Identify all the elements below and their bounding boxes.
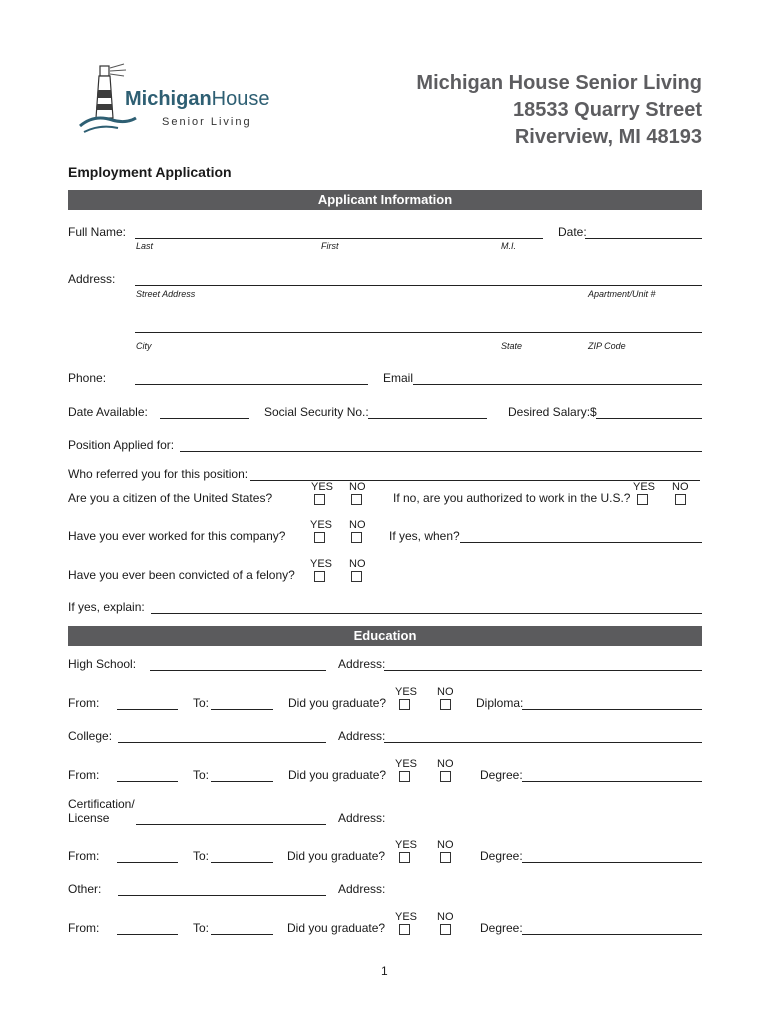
certification-label-line2: License: [68, 811, 110, 825]
cert-to-label: To:: [193, 849, 210, 863]
company-logo: [78, 60, 278, 140]
authorized-yes-label: YES: [633, 481, 656, 493]
college-field[interactable]: [118, 742, 326, 743]
worked-no-checkbox[interactable]: [351, 532, 362, 543]
college-to-label: To:: [193, 768, 210, 782]
logo-brand-b: House: [211, 88, 270, 110]
college-to-field[interactable]: [211, 781, 273, 782]
other-no-checkbox[interactable]: [440, 924, 451, 935]
full-name-label: Full Name:: [68, 225, 127, 239]
certification-label-line1: Certification/: [68, 797, 135, 811]
hs-to-field[interactable]: [211, 709, 273, 710]
other-yes-label: YES: [395, 911, 418, 923]
if-yes-explain-label: If yes, explain:: [68, 600, 145, 614]
logo-tagline: Senior Living: [162, 116, 252, 128]
org-city-line: Riverview, MI 48193: [514, 126, 702, 148]
mi-sublabel: M.I.: [501, 241, 516, 251]
logo-wordmark: [125, 88, 269, 111]
other-no-label: NO: [437, 911, 454, 923]
college-graduate-question: Did you graduate?: [288, 768, 387, 782]
phone-label: Phone:: [68, 371, 107, 385]
section-header-education: Education: [68, 626, 702, 646]
other-from-label: From:: [68, 921, 100, 935]
if-yes-explain-field[interactable]: [151, 613, 702, 614]
certification-address-label: Address:: [338, 811, 386, 825]
zip-sublabel: ZIP Code: [588, 341, 626, 351]
college-no-checkbox[interactable]: [440, 771, 451, 782]
high-school-address-field[interactable]: [384, 670, 702, 671]
college-yes-checkbox[interactable]: [399, 771, 410, 782]
certification-field[interactable]: [136, 824, 326, 825]
felony-question: Have you ever been convicted of a felony?: [68, 568, 295, 582]
other-to-field[interactable]: [211, 934, 273, 935]
felony-no-checkbox[interactable]: [351, 571, 362, 582]
diploma-field[interactable]: [522, 709, 702, 710]
other-graduate-question: Did you graduate?: [287, 921, 386, 935]
position-label: Position Applied for:: [68, 438, 175, 452]
referred-label: Who referred you for this position:: [68, 467, 249, 481]
college-address-label: Address:: [338, 729, 386, 743]
street-address-field[interactable]: [135, 285, 702, 286]
date-available-label: Date Available:: [68, 405, 148, 419]
other-address-label: Address:: [338, 882, 386, 896]
authorized-question: If no, are you authorized to work in the U.S.?: [393, 491, 631, 505]
felony-no-label: NO: [349, 558, 366, 570]
org-street: 18533 Quarry Street: [512, 99, 702, 121]
email-label: Email: [383, 371, 414, 385]
city-sublabel: City: [136, 341, 152, 351]
desired-salary-label: Desired Salary:$: [508, 405, 597, 419]
high-school-label: High School:: [68, 657, 137, 671]
street-address-sublabel: Street Address: [136, 289, 196, 299]
other-field[interactable]: [118, 895, 326, 896]
college-address-field[interactable]: [384, 742, 702, 743]
apartment-sublabel: Apartment/Unit #: [588, 289, 656, 299]
cert-degree-label: Degree:: [480, 849, 523, 863]
last-sublabel: Last: [136, 241, 154, 251]
cert-from-label: From:: [68, 849, 100, 863]
college-no-label: NO: [437, 758, 454, 770]
desired-salary-field[interactable]: [596, 418, 702, 419]
form-title: Employment Application: [68, 164, 232, 180]
state-sublabel: State: [501, 341, 523, 351]
worked-no-label: NO: [349, 519, 366, 531]
cert-to-field[interactable]: [211, 862, 273, 863]
cert-from-field[interactable]: [117, 862, 178, 863]
phone-field[interactable]: [135, 384, 368, 385]
other-degree-label: Degree:: [480, 921, 523, 935]
college-from-label: From:: [68, 768, 100, 782]
date-available-field[interactable]: [160, 418, 249, 419]
college-yes-label: YES: [395, 758, 418, 770]
city-state-zip-field[interactable]: [135, 332, 702, 333]
hs-from-label: From:: [68, 696, 100, 710]
citizen-yes-checkbox[interactable]: [314, 494, 325, 505]
page-number: 1: [381, 964, 388, 978]
worked-question: Have you ever worked for this company?: [68, 529, 286, 543]
cert-yes-checkbox[interactable]: [399, 852, 410, 863]
if-yes-when-label: If yes, when?: [389, 529, 460, 543]
citizen-no-checkbox[interactable]: [351, 494, 362, 505]
high-school-address-label: Address:: [338, 657, 386, 671]
felony-yes-checkbox[interactable]: [314, 571, 325, 582]
if-yes-when-field[interactable]: [460, 542, 702, 543]
position-field[interactable]: [180, 451, 702, 452]
hs-yes-checkbox[interactable]: [399, 699, 410, 710]
college-label: College:: [68, 729, 113, 743]
hs-no-checkbox[interactable]: [440, 699, 451, 710]
cert-graduate-question: Did you graduate?: [287, 849, 386, 863]
hs-from-field[interactable]: [117, 709, 178, 710]
email-field[interactable]: [413, 384, 702, 385]
worked-yes-checkbox[interactable]: [314, 532, 325, 543]
authorized-no-label: NO: [672, 481, 689, 493]
section-header-applicant: Applicant Information: [68, 190, 702, 210]
hs-graduate-question: Did you graduate?: [288, 696, 387, 710]
address-label: Address:: [68, 272, 116, 286]
authorized-yes-checkbox[interactable]: [637, 494, 648, 505]
high-school-field[interactable]: [150, 670, 326, 671]
hs-yes-label: YES: [395, 686, 418, 698]
cert-degree-field[interactable]: [522, 862, 702, 863]
full-name-field[interactable]: [135, 238, 543, 239]
other-label: Other:: [68, 882, 102, 896]
other-from-field[interactable]: [117, 934, 178, 935]
date-label: Date:: [558, 225, 587, 239]
org-name: Michigan House Senior Living: [416, 72, 702, 94]
other-yes-checkbox[interactable]: [399, 924, 410, 935]
ssn-label: Social Security No.:: [264, 405, 369, 419]
felony-yes-label: YES: [310, 558, 333, 570]
cert-yes-label: YES: [395, 839, 418, 851]
college-degree-field[interactable]: [522, 781, 702, 782]
worked-yes-label: YES: [310, 519, 333, 531]
other-to-label: To:: [193, 921, 210, 935]
cert-no-checkbox[interactable]: [440, 852, 451, 863]
date-field[interactable]: [585, 238, 702, 239]
hs-to-label: To:: [193, 696, 210, 710]
citizen-no-label: NO: [349, 481, 366, 493]
college-degree-label: Degree:: [480, 768, 523, 782]
diploma-label: Diploma:: [476, 696, 524, 710]
citizen-question: Are you a citizen of the United States?: [68, 491, 273, 505]
logo-brand-a: Michigan: [125, 88, 212, 110]
authorized-no-checkbox[interactable]: [675, 494, 686, 505]
ssn-field[interactable]: [368, 418, 487, 419]
citizen-yes-label: YES: [311, 481, 334, 493]
cert-no-label: NO: [437, 839, 454, 851]
other-degree-field[interactable]: [522, 934, 702, 935]
first-sublabel: First: [321, 241, 339, 251]
hs-no-label: NO: [437, 686, 454, 698]
college-from-field[interactable]: [117, 781, 178, 782]
